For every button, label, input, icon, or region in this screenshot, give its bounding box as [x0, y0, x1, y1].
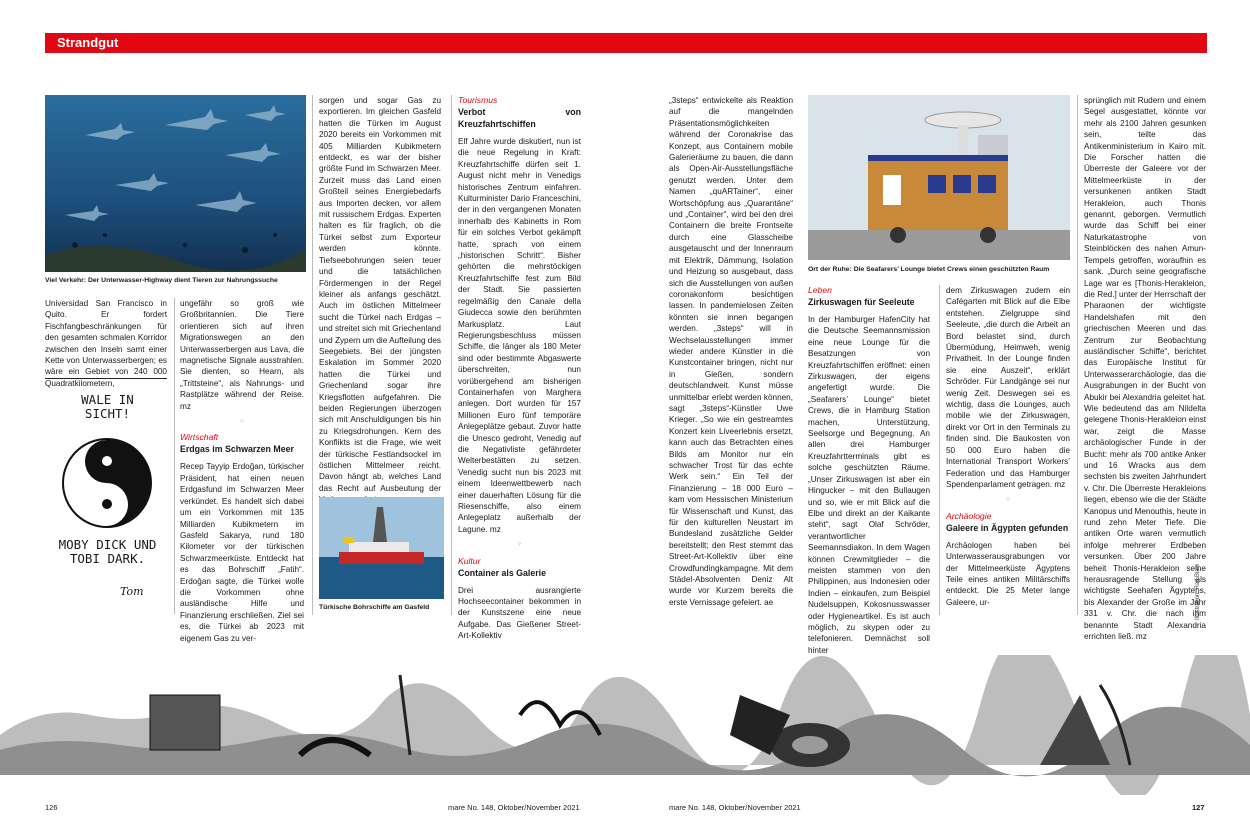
section-label: Strandgut [57, 35, 119, 50]
dept-kultur: Kultur [458, 555, 481, 566]
col3-text: sorgen und sogar Gas zu exportieren. Im gleichen Gasfeld hatten die Türken im August 2020 bereits ein Vorkommen mit 405 Milliarden Kubikmetern entdeckt, es war der bisher größte Fund im Schwarzen Meer. Zurzeit muss das Land einen Großteil seines Energiebedarfs aus Importen decken, vor allem mit russischem Erdgas. Experten halten es für fraglich, ob die Türkei selbst zum Exporteur werden könnte. Tiefseebohrungen seien teuer und die tatsächlichen Fördermengen in der Regel kleiner als anfangs geschätzt. Auch im östlichen Mittelmeer sucht die Türkei nach Erdgas – und streitet sich mit Griechenland und Zypern um die Aufteilung des Seegebiets. Bei der jüngsten Eskalation im Sommer 2020 hatten die Türkei und Griechenland sogar ihre Kriegsflotten aufgefahren. Die beiden Regierungen überzogen sich mit Anschuldigungen bis hin zu Kriegsdrohungen. Kern des Konflikts ist die Frage, wie weit der türkische Festlandsockel im östlichen Mittelmeer reicht. Davon hängt ab, welches Land das Recht auf Ausbeutung der [319, 96, 441, 493]
section-header-bar [45, 33, 1207, 53]
col2-text: ungefähr so groß wie Großbritannien. Die Tiere orientieren sich auf ihren Migrationswegen an den Unterwasserbergen aus Lava, die magnetische Signale ausstrahlen. Sie dienten, so Hearn, als „Trittsteine“, als Nahrungs- und Rastplätze während der Reise. mz [180, 299, 304, 411]
col8-text: sprünglich mit Rudern und einem Segel ausgestattet, könnte vor mehr als 2100 Jahren gesunken sein, teilte das Antikenministerium in Kairo mit. Die Forscher hatten die Überreste der Galeere vor der Mittelmeerküste in der versunkenen antiken Stadt Herakleion, auch Thonis genannt, geborgen. Vermutlich wurde das Schiff bei einer Naturkatastrophe von Steinblöcken des nahen Amun-Tempels getroffen, woraufhin es sank. „Durch seine geografische Lage war es [Thonis-Herakleion, die Red.] unter der Herrschaft der Pharaonen der wichtigste Handelshafen mit den griechischen Meeren und das Zentrum zur Beobachtung ausländischer Schiffe“, berichtet das Europäische Institut für Unterwasserarchäologie, das die Ausgrabungen in der Bucht von Abukir bei Alexandria geleitet hat. Wie bedeutend das am Nildelta gelegene Thonis-Herakleion einst war, zeigt die Masse archäologischer Funde in der Bucht: mehr als 700 antike Anker und 16 Wracks aus dem sechsten bis zweiten Jahrhundert v. Chr. Die Überreste Herakleions liegen, ebenso wie die der Städte Kanopus und Menouthis, heute in rund zehn Meter Tiefe. Die antiken Orte waren vermutlich infolge mehrerer Erdbeben versunken. Über 200 Jahre beheit Thonis-Herakleion seine herausragende Stellung als wichtigste Seehafen Ägyptens, bis Alexander der Große im Jahr 331 v. Chr. die nach ihm benannte Stadt Alexandria errichten ließ. mz [1084, 96, 1206, 642]
cartoon-top-rule [45, 378, 167, 379]
illustration-credit: Illustration: Ralf Blaw [1195, 563, 1201, 620]
headline-kultur: Container als Galerie [458, 567, 547, 578]
column-2 [180, 95, 304, 644]
page-number-right: 127 [1192, 803, 1205, 812]
col5-text: „3steps“ entwickelte als Reaktion auf die mangelnden Präsentationsmöglichkeiten während der Coronakrise das Konzept, aus Containern mobile Galerieräume zu bauen, die dann als Open-Air-Ausstellungsfläche genutzt werden. Unter dem Namen „quARTainer“, einer Wortschöpfung aus „Quarantäne“ und „Container“, wird bei den drei Containern die breite Frontseite durch eine Glasscheibe ausgetauscht und der Innenraum mit Elektrik, Dämmung, Isolation und Heizung so ausgebaut, dass sich die Ausstellungen von außen coronakonform besichtigen lassen. In pandemielosen Zeiten könnten sie innen begangen werden. „3steps“ will in Wechselausstellungen immer wieder andere Künstler in die Kunstcontainer bringen, nicht nur in Gießen, sondern deutschlandweit. Kunst müsse unmittelbar erlebt werden können, sagt „3steps“-Künstler Uwe Krieger. „So wie ein gestreamtes Konzert kein Liveerlebnis ersetzt, kann auch das Betrachten eines Bilds am Monitor nur ein schwacher Trost für das echte Werk sein.“ Ein Teil der Finanzierung – 18 000 Euro – kam vom Hessischen Ministerium für Wissenschaft und Kunst, das für den kulturellen Neustart im Bundesland zusätzliche Gelder bereitstellt; den Rest stemmt das Street-Art-Kollektiv über eine Crowdfundingkampagne. Mit dem Städel-Absolventen Deniz Alt wurde vor Kurzem bereits die erste Vernissage gefeiert. ae [669, 96, 793, 607]
page-number-left: 126 [45, 803, 58, 812]
lounge-caption: Ort der Ruhe: Die Seafarers’ Lounge bietet Crews einen geschützten Raum [808, 266, 1050, 273]
cartoon [45, 383, 170, 613]
column-6 [808, 285, 930, 656]
headline-wirtschaft: Erdgas im Schwarzen Meer [180, 444, 294, 455]
column-1 [45, 298, 167, 389]
column-divider [174, 298, 175, 614]
separator-icon: ⁘ [239, 419, 245, 426]
column-divider [1077, 95, 1078, 615]
separator-icon: ⁘ [1005, 497, 1011, 504]
ship-caption: Türkische Bohrschiffe am Gasfeld [319, 604, 430, 611]
kultur-text: Drei ausrangierte Hochseecontainer bekommen in der Kunstszene eine neue Aufgabe. Das Gießener Street-Art-Kollektiv [458, 585, 581, 641]
column-divider [312, 95, 313, 615]
dept-archaeologie: Archäologie [946, 510, 992, 521]
wirtschaft-text: Recep Tayyip Erdoğan, türkischer Präsident, hat einen neuen Erdgasfund im Schwarzen Meer verkündet. Es handelt sich dabei um ein Vorkommen mit 135 Milliarden Kubikmetern im Gasfeld Sakarya, rund 180 Kilometer vor der türkischen Schwarzmeerküste. Entdeckt hat es das Bohrschiff „Fatih“. Erdoğan sagte, die Türkei wolle die Vorkommen ohne ausländische Hilfe und Finanzierung erschließen. Ziel sei es, die Türkei ab 2023 mit eigenem Gas zu ver- [180, 462, 304, 643]
column-4 [458, 95, 581, 642]
cartoon-top-text: WALE IN SICHT! [81, 392, 134, 421]
headline-leben: Zirkuswagen für Seeleute [808, 297, 915, 307]
issue-label-left: mare No. 148, Oktober/November 2021 [448, 803, 580, 812]
leben-text: In der Hamburger HafenCity hat die Deutsche Seemannsmission eine neue Lounge für die Besatzungen von Kreuzfahrtschiffen eröffnet: einen Zirkuswagen, der eigens angefertigt wurde. Die „Seafarers’ Lounge“ bietet Crews, die in Hamburg Station machen, Unterstützung, Seelsorge und Begegnung. An allen drei Hamburger Kreuzfahrtterminals gibt es solche geschützten Räume. „Unser Zirkuswagen ist aber ein Hingucker – mit den Bullaugen und so, wie er mit Blick auf die Elbe und direkt an der Kaikante steht“, sagt Olaf Schröder, verantwortlicher Seemannsdiakon. In dem Wagen können Crewmitglieder – die meisten stammen von den Philippinen, aus Indonesien oder Indien – einkaufen, zum Beispiel Nudelsuppen, Kokosnusswasser oder Hygieneartikel. Es ist auch möglich, zu skypen oder zu telefonieren. Demnächst soll hinter [808, 315, 930, 655]
drilling-ship-photo [319, 497, 444, 599]
dept-tourismus: Tourismus [458, 95, 498, 105]
fish-caption: Viel Verkehr: Der Unterwasser-Highway dient Tieren zur Nahrungssuche [45, 277, 278, 284]
archaeologie-text: Archäologen haben bei Unterwasserausgrabungen vor der Mittelmeerküste Ägyptens Teile eines antiken Militärschiffs entdeckt. Die 25 Meter lange Galeere, ur- [946, 540, 1070, 607]
cartoon-signature: Tom [120, 585, 144, 598]
issue-label-right: mare No. 148, Oktober/November 2021 [669, 803, 801, 812]
column-divider [939, 285, 940, 615]
column-5 [669, 95, 793, 608]
tourismus-text: Elf Jahre wurde diskutiert, nun ist die neue Regelung in Kraft: Kreuzfahrtschiffe dürfen seit 1. August nicht mehr in Venedigs historisches Zentrum einfahren. Kulturminister Dario Franceschini, der in den vergangenen Monaten innerhalb des Kabinetts in Rom für ein solches Verbot gekämpft hatte, sprach von einem „historischen Schritt“. Bisher gehörten die mehrstöckigen Kreuzfahrtschiffe fest zum Bild der Stadt. Sie passierten regelmäßig den Canale della Giudecca sowie den berühmten Markusplatz. Laut Regierungsbeschluss müssen Schiffe, die länger als 180 Meter sind oder bestimmte Abgaswerte überschreiten, nun vorübergehend am bisherigen Containerhafen von Marghera anlegen. Dort wurden für 157 Millionen Euro fünf temporäre Anlegeplätze gebaut. Zuvor hatte die Unesco gedroht, Venedig auf die Negativliste gefährdeter Welterbestätten zu setzen. Venedig sucht nun bis 2023 mit einem Ideenwettbewerb nach einer dauerhaften Lösung für die Riesenschiffe, also einem Anlegeplatz außerhalb der Lagune. mz [458, 137, 581, 534]
col1-text: Universidad San Francisco in Quito. Er fordert Fischfangbeschränkungen für den gesamten schmalen Korridor zwischen den Inseln samt einer Kette von Unterwasserbergen; es wäre ein Gebiet von 240 000 Quadratkilometern, [45, 299, 167, 388]
col7-text: dem Zirkuswagen zudem ein Cafégarten mit Blick auf die Elbe entstehen. Zielgruppe sind Seeleute, „die durch die Arbeit an Bord belastet sind, durch Übermüdung, Heimweh, wenig Privatheit. In der Lounge finden sie eine Auszeit“, erklärt Schröder. Für Landgänge sei nur wenig Zeit. Deswegen sei es wichtig, dass die Lounges, auch mobile wie der Zirkuswagen, direkt vor Ort in den Terminals zu finden sind. Die Baukosten von 50 000 Euro haben die International Transport Workers’ Federation und das Hamburger Spendenparlament getragen. mz [946, 286, 1070, 489]
column-7 [946, 285, 1070, 608]
dept-wirtschaft: Wirtschaft [180, 432, 219, 443]
headline-tourismus: Verbot von Kreuzfahrtschiffen [458, 107, 581, 129]
column-3 [319, 95, 441, 506]
dept-leben: Leben [808, 285, 832, 295]
yin-yang-whale-icon [62, 438, 152, 528]
column-8 [1084, 95, 1206, 643]
circus-wagon-photo [808, 95, 1070, 260]
column-divider [451, 95, 452, 615]
cartoon-bottom-text: MOBY DICK UND TOBI DARK. [58, 537, 157, 566]
separator-icon: ⁘ [516, 542, 523, 549]
headline-archaeologie: Galeere in Ägypten gefunden [946, 522, 1069, 533]
seabed-illustration [0, 655, 1250, 795]
